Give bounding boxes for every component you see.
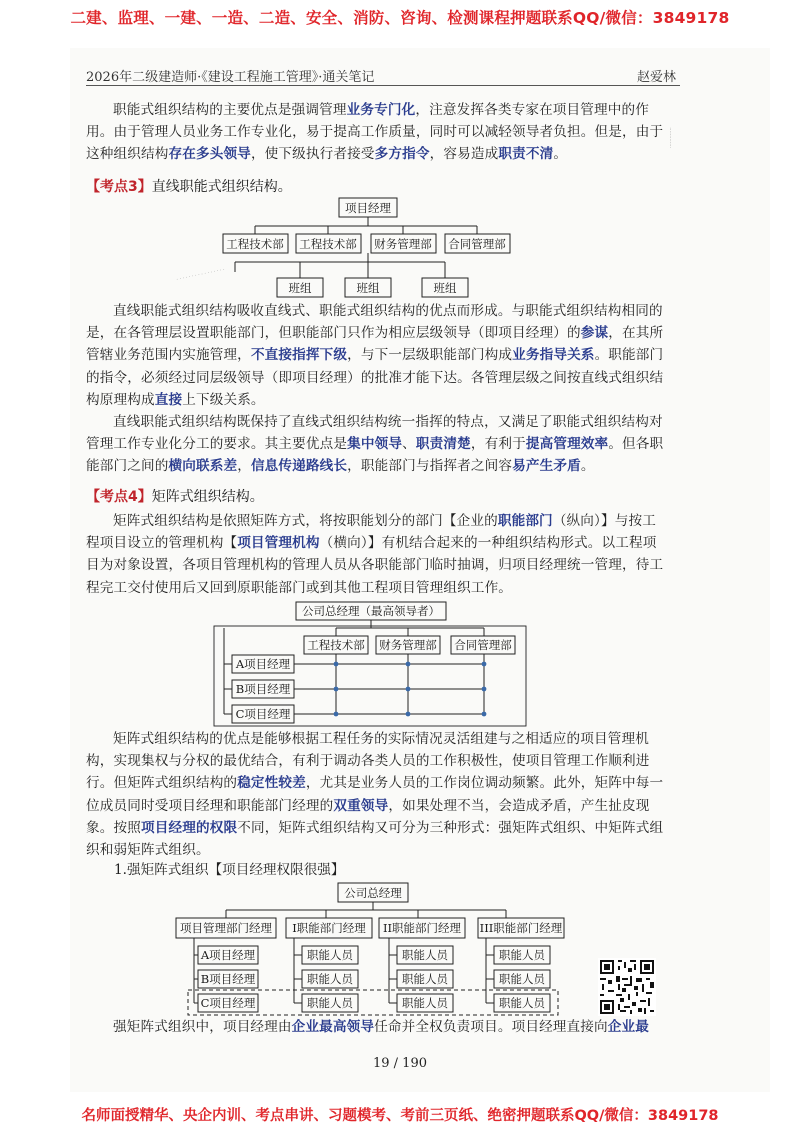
highlight: 易产生矛盾 xyxy=(512,458,581,475)
highlight: 职责不清 xyxy=(498,146,554,163)
chart3-dept-label: III职能部门经理 xyxy=(479,921,563,935)
paragraph-matrix-definition: 矩阵式组织结构是依照矩阵方式，将按职能划分的部门【企业的职能部门（纵向）】与按工程项目设立的管理机构【项目管理机构（横向）】有机结合起来的一种组织结构形式。以工程项目为对象设置，各项目管理机构的管理人员从各职能部门临时抽调，归项目经理统一管理，待工程完工交付使用后又回到原职能部门或到其他工程项目管理组织工作。 xyxy=(86,513,664,596)
chart3-dept-label: I职能部门经理 xyxy=(292,921,366,935)
line-functional-org-chart xyxy=(215,196,525,302)
book-title: 2026年二级建造师·《建设工程施工管理》·通关笔记 xyxy=(86,70,375,85)
matrix-org-chart xyxy=(214,598,534,726)
highlight: 职责清楚 xyxy=(415,436,471,453)
chart3-staff-label: 职能人员 xyxy=(402,996,448,1010)
section-heading-point3: 【考点3】直线职能式组织结构。 xyxy=(86,179,292,195)
chart2-dept-label: 财务管理部 xyxy=(379,638,437,652)
chart2-dept-label: 合同管理部 xyxy=(454,638,512,652)
chart1-dept-label: 工程技术部 xyxy=(226,237,284,251)
highlight: 提高管理效率 xyxy=(525,436,609,453)
section-heading-point4: 【考点4】矩阵式组织结构。 xyxy=(86,489,264,505)
paragraph-functional-advantages: 职能式组织结构的主要优点是强调管理业务专门化，注意发挥各类专家在项目管理中的作用。由于管理人员业务工作专业化，易于提高工作质量，同时可以减轻领导者负担。但是，由于这种组织结构存在多头领导，使下级执行者接受多方指令，容易造成职责不清。 xyxy=(86,102,664,163)
chart2-top-label: 公司总经理（最高领导者） xyxy=(302,604,440,618)
highlight: 业务指导关系 xyxy=(512,347,595,364)
chart1-dept-label: 财务管理部 xyxy=(374,237,432,251)
highlight: 横向联系差 xyxy=(168,458,238,475)
chart3-staff-label: 职能人员 xyxy=(402,948,448,962)
highlight: 职能部门 xyxy=(497,513,553,529)
chart3-staff-label: 职能人员 xyxy=(307,972,353,986)
highlight: 双重领导 xyxy=(333,797,389,814)
chart3-dept-label: 项目管理部门经理 xyxy=(180,921,272,935)
subheading-strong-matrix: 1.强矩阵式组织【项目经理权限很强】 xyxy=(114,862,345,878)
paragraph-strong-matrix: 强矩阵式组织中，项目经理由企业最高领导任命并全权负责项目。项目经理直接向企业最 xyxy=(113,1019,650,1035)
paragraph-line-functional-advantages: 直线职能式组织结构既保持了直线式组织结构统一指挥的特点，又满足了职能式组织结构对管理工作专业化分工的要求。其主要优点是集中领导、职责清楚，有利于提高管理效率。但各职能部门之间的横向联系差，信息传递路线长，职能部门与指挥者之间容易产生矛盾。 xyxy=(86,414,664,475)
highlight: 参谋 xyxy=(580,325,609,342)
highlight: 不直接指挥下级 xyxy=(250,347,348,364)
highlight: 直接 xyxy=(154,391,183,408)
chart1-dept-label: 合同管理部 xyxy=(448,237,506,251)
bottom-banner: 名师面授精华、央企内训、考点串讲、习题模考、考前三页纸、绝密押题联系QQ/微信：3849178 xyxy=(81,1108,719,1124)
strong-matrix-org-chart xyxy=(176,880,564,1016)
chart3-pm-label: A项目经理 xyxy=(200,948,256,962)
chart1-team-label: 班组 xyxy=(288,281,312,295)
chart3-staff-label: 职能人员 xyxy=(307,996,353,1010)
chart3-staff-label: 职能人员 xyxy=(402,972,448,986)
chart3-dept-label: II职能部门经理 xyxy=(382,921,462,935)
running-head xyxy=(86,64,680,86)
highlight: 存在多头领导 xyxy=(168,146,251,163)
chart3-staff-label: 职能人员 xyxy=(499,996,545,1010)
chart3-pm-label: C项目经理 xyxy=(200,996,256,1010)
top-banner: 二建、监理、一建、一造、二造、安全、消防、咨询、检测课程押题联系QQ/微信：3849178 xyxy=(70,9,730,27)
highlight: 企业最 xyxy=(607,1019,650,1035)
chart3-pm-label: B项目经理 xyxy=(200,972,256,986)
paragraph-line-functional-definition: 直线职能式组织结构吸收直线式、职能式组织结构的优点而形成。与职能式组织结构相同的是，在各管理层设置职能部门，但职能部门只作为相应层级领导（即项目经理）的参谋，在其所管辖业务范围内实施管理，不直接指挥下级，与下一层级职能部门构成业务指导关系。职能部门的指令，必须经过同层级领导（即项目经理）的批准才能下达。各管理层级之间按直线式组织结构原理构成直接上下级关系。 xyxy=(86,303,664,408)
highlight: 信息传递路线长 xyxy=(250,458,348,475)
highlight: 多方指令 xyxy=(374,146,430,163)
chart1-dept-label: 工程技术部 xyxy=(299,237,357,251)
highlight: 集中领导 xyxy=(347,436,403,453)
chart1-team-label: 班组 xyxy=(433,281,457,295)
chart2-pm-label: C项目经理 xyxy=(235,707,291,721)
chart2-pm-label: A项目经理 xyxy=(235,657,291,671)
chart3-staff-label: 职能人员 xyxy=(499,948,545,962)
highlight: 业务专门化 xyxy=(346,102,416,118)
side-watermark: ············· xyxy=(668,127,674,148)
highlight: 项目管理机构 xyxy=(237,535,320,552)
qr-code-image xyxy=(598,958,656,1016)
highlight: 项目经理的权限 xyxy=(140,819,238,836)
page-number: 19 / 190 xyxy=(373,1056,427,1071)
faint-stamp: · · · · · · · · · · · · · · · · xyxy=(175,266,226,284)
chart1-top-label: 项目经理 xyxy=(345,201,391,215)
chart1-team-label: 班组 xyxy=(356,281,380,295)
chart3-staff-label: 职能人员 xyxy=(307,948,353,962)
highlight: 稳定性较差 xyxy=(237,775,306,792)
highlight: 企业最高领导 xyxy=(291,1019,375,1035)
chart3-top-label: 公司总经理 xyxy=(344,886,402,900)
paragraph-matrix-advantages: 矩阵式组织结构的优点是能够根据工程任务的实际情况灵活组建与之相适应的项目管理机构，实现集权与分权的最优结合，有利于调动各类人员的工作积极性，使项目管理工作顺利进行。但矩阵式组织结构的稳定性较差，尤其是业务人员的工作岗位调动频繁。此外，矩阵中每一位成员同时受项目经理和职能部门经理的双重领导，如果处理不当，会造成矛盾，产生扯皮现象。按照项目经理的权限不同，矩阵式组织结构又可分为三种形式：强矩阵式组织、中矩阵式组织和弱矩阵式组织。 xyxy=(86,731,664,859)
chart2-dept-label: 工程技术部 xyxy=(307,638,365,652)
chart3-staff-label: 职能人员 xyxy=(499,972,545,986)
chart2-pm-label: B项目经理 xyxy=(235,682,291,696)
author-name: 赵爱林 xyxy=(636,70,676,85)
